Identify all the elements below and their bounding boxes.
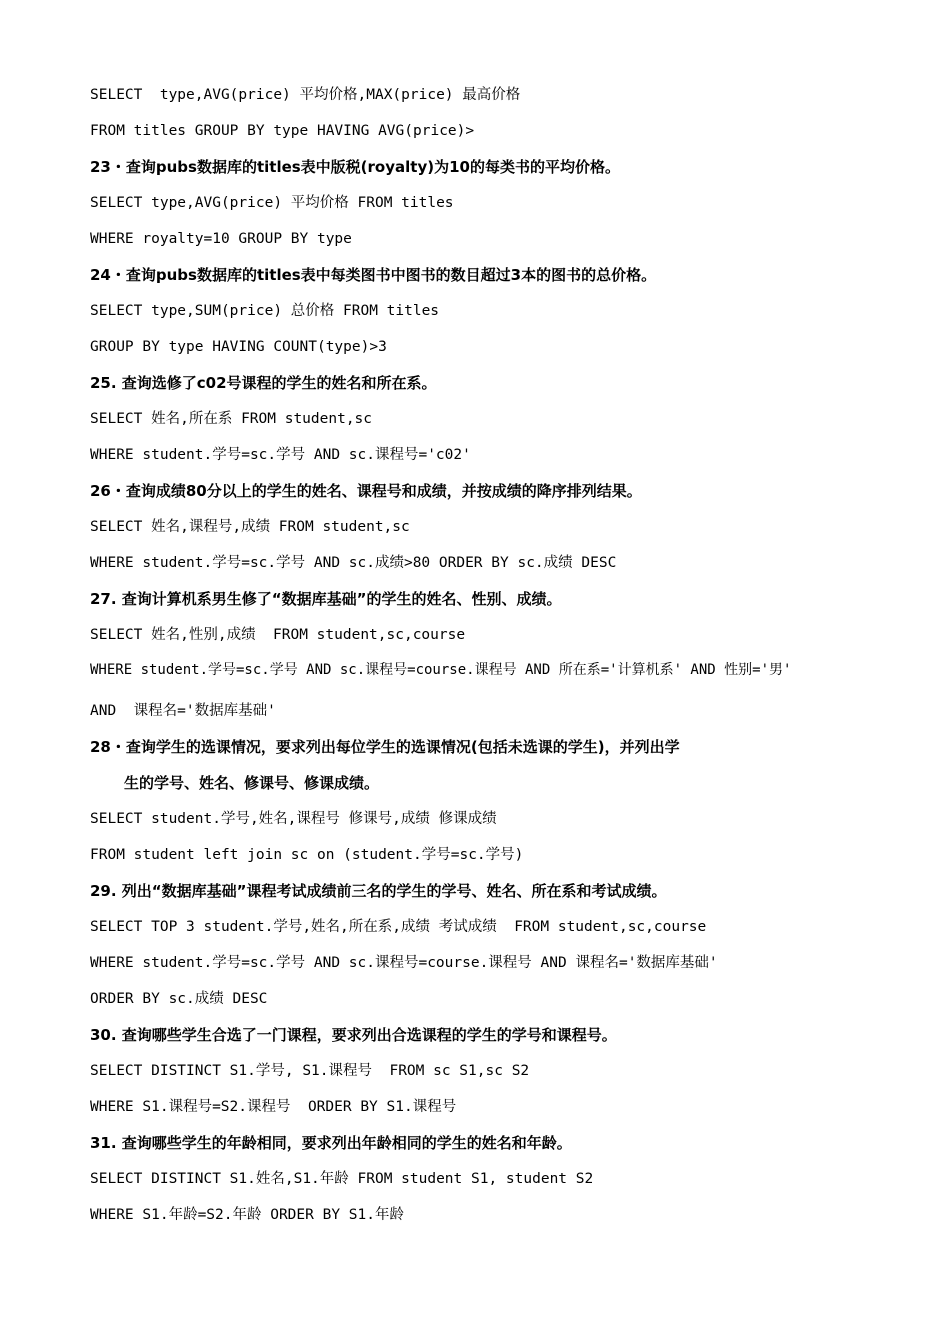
code-line: GROUP BY type HAVING COUNT(type)>3	[90, 339, 387, 355]
question-heading-27: 27. 查询计算机系男生修了“数据库基础”的学生的姓名、性别、成绩。	[90, 590, 562, 608]
question-heading-30: 30. 查询哪些学生合选了一门课程，要求列出合选课程的学生的学号和课程号。	[90, 1026, 617, 1044]
code-line: SELECT TOP 3 student.学号,姓名,所在系,成绩 考试成绩 FROM student,sc,course	[90, 919, 707, 935]
code-line: WHERE S1.年龄=S2.年龄 ORDER BY S1.年龄	[90, 1207, 404, 1223]
question-heading-29: 29. 列出“数据库基础”课程考试成绩前三名的学生的学号、姓名、所在系和考试成绩。	[90, 882, 667, 900]
code-line: SELECT student.学号,姓名,课程号 修课号,成绩 修课成绩	[90, 811, 497, 827]
code-line: SELECT 姓名,课程号,成绩 FROM student,sc	[90, 519, 410, 535]
code-line: SELECT type,SUM(price) 总价格 FROM titles	[90, 303, 440, 319]
question-heading-26: 26・查询成绩80分以上的学生的姓名、课程号和成绩，并按成绩的降序排列结果。	[90, 482, 642, 500]
code-line: SELECT type,AVG(price) 平均价格,MAX(price) 最高价格	[90, 87, 521, 103]
question-heading-23: 23・查询pubs数据库的titles表中版税(royalty)为10的每类书的平均价格。	[90, 158, 620, 176]
code-line: SELECT DISTINCT S1.学号, S1.课程号 FROM sc S1,sc S2	[90, 1063, 530, 1079]
code-line: WHERE student.学号=sc.学号 AND sc.课程号=course.课程号 AND 课程名='数据库基础'	[90, 955, 718, 971]
question-heading-25: 25. 查询选修了c02号课程的学生的姓名和所在系。	[90, 374, 437, 392]
question-heading-28: 28・查询学生的选课情况，要求列出每位学生的选课情况(包括未选课的学生)，并列出学	[90, 738, 680, 756]
code-line: AND 课程名='数据库基础'	[90, 703, 276, 719]
code-line: FROM student left join sc on (student.学号=sc.学号)	[90, 847, 524, 863]
code-line: WHERE student.学号=sc.学号 AND sc.课程号=course.课程号 AND 所在系='计算机系' AND 性别='男'	[90, 662, 792, 678]
code-line: WHERE S1.课程号=S2.课程号 ORDER BY S1.课程号	[90, 1099, 457, 1115]
code-line: ORDER BY sc.成绩 DESC	[90, 991, 268, 1007]
code-line: SELECT 姓名,性别,成绩 FROM student,sc,course	[90, 627, 466, 643]
code-line: WHERE royalty=10 GROUP BY type	[90, 231, 352, 247]
code-line: SELECT 姓名,所在系 FROM student,sc	[90, 411, 373, 427]
code-line: WHERE student.学号=sc.学号 AND sc.课程号='c02'	[90, 447, 471, 463]
question-heading-24: 24・查询pubs数据库的titles表中每类图书中图书的数目超过3本的图书的总价格。	[90, 266, 657, 284]
question-heading-28-continued: 生的学号、姓名、修课号、修课成绩。	[124, 774, 380, 792]
code-line: SELECT DISTINCT S1.姓名,S1.年龄 FROM student S1, student S2	[90, 1171, 594, 1187]
code-line: WHERE student.学号=sc.学号 AND sc.成绩>80 ORDER BY sc.成绩 DESC	[90, 555, 617, 571]
code-line: SELECT type,AVG(price) 平均价格 FROM titles	[90, 195, 454, 211]
question-heading-31: 31. 查询哪些学生的年龄相同，要求列出年龄相同的学生的姓名和年龄。	[90, 1134, 572, 1152]
code-line: FROM titles GROUP BY type HAVING AVG(price)>	[90, 123, 475, 139]
